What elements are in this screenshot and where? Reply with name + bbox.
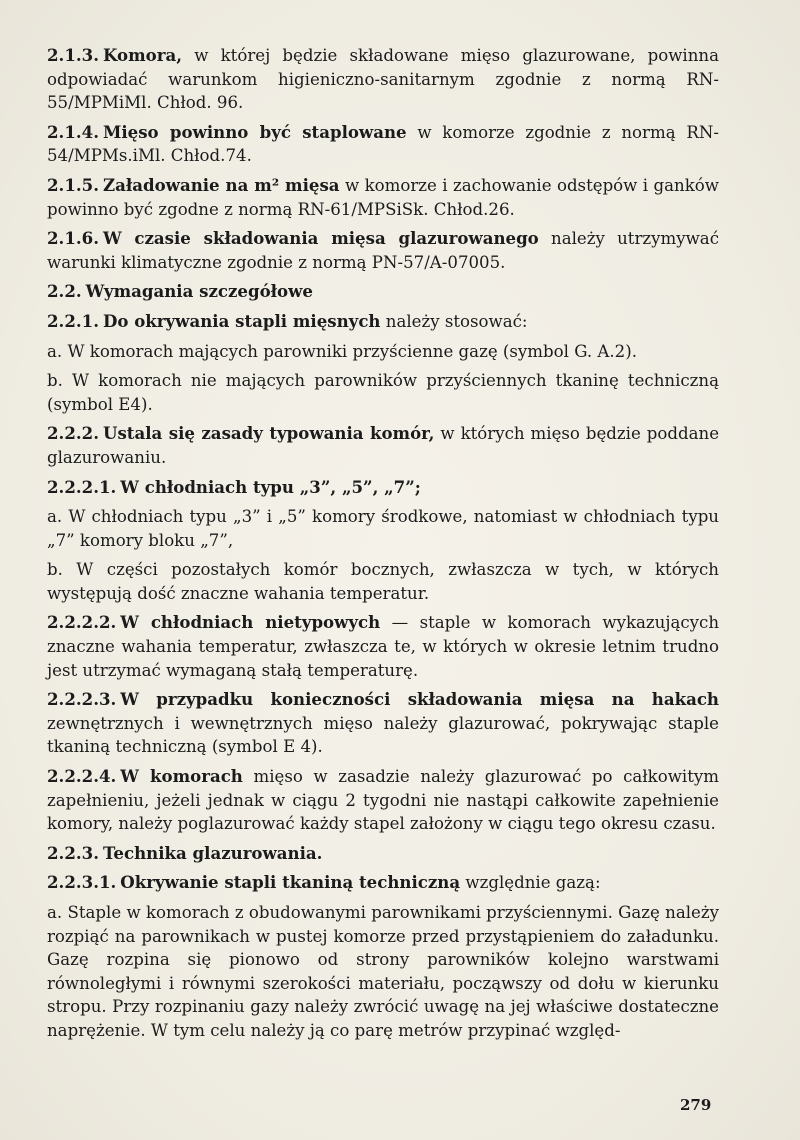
section-heading: W komorach xyxy=(120,766,243,787)
paragraph xyxy=(47,558,719,605)
section-number: 2.1.5. xyxy=(47,174,99,195)
section-number: 2.2.2.1. xyxy=(47,476,117,497)
paragraph-text: w której będzie składowane mięso glazurowane, powinna odpowiadać warunkom higieniczno-sanitarnym zgodnie z normą RN-55/MPMiMl. Chłod. 96. xyxy=(47,46,719,113)
section-heading: Załadowanie na m² mięsa xyxy=(102,174,340,195)
paragraph-text: w których mięso będzie poddane glazurowaniu. xyxy=(47,424,720,467)
section-number: 2.1.6. xyxy=(47,228,99,249)
section-number: 2.2.1. xyxy=(47,310,99,331)
paragraph xyxy=(47,121,719,168)
paragraph-text: należy utrzymywać warunki klimatyczne zgodnie z normą PN-57/A-07005. xyxy=(47,229,719,272)
paragraph-text: zewnętrznych i wewnętrznych mięso należy glazurować, pokrywając staple tkaniną techniczną (symbol E 4). xyxy=(47,713,719,757)
section-heading: Mięso powinno być staplowane xyxy=(102,121,407,142)
section-heading: Okrywanie stapli tkaniną techniczną xyxy=(120,872,461,893)
paragraph xyxy=(47,871,719,895)
paragraph xyxy=(47,611,719,682)
paragraph xyxy=(47,340,719,364)
paragraph xyxy=(47,280,719,304)
paragraph-text: a. W chłodniach typu „3” i „5” komory środkowe, natomiast w chłodniach typu „7” komory bloku „7”, xyxy=(47,507,719,550)
paragraph xyxy=(47,901,719,1043)
paragraph xyxy=(47,765,719,836)
section-number: 2.2.3.1. xyxy=(47,872,117,893)
section-number: 2.2.2.3. xyxy=(47,689,117,710)
paragraph xyxy=(47,369,719,416)
paragraph-text: mięso w zasadzie należy glazurować po całkowitym zapełnieniu, jeżeli jednak w ciągu 2 tygodni nie nastąpi całkowite zapełnienie komory, należy poglazurować każdy stapel założony w ciągu tego okresu czasu. xyxy=(47,767,719,834)
paragraph-text: a. Staple w komorach z obudowanymi parownikami przyściennymi. Gazę należy rozpiąć na parownikach w pustej komorze przed przystąpieniem do załadunku. Gazę rozpina się pionowo od strony parowników kolejno warstwami równoległymi i równymi szerokości materiału, począwszy od dołu w kierunku stropu. Przy rozpinaniu gazy należy zwrócić uwagę na jej właściwe dostateczne naprężenie. W tym celu należy ją co parę metrów przypinać względ- xyxy=(47,903,719,1040)
section-heading: W chłodniach nietypowych xyxy=(120,612,381,633)
section-heading: Ustala się zasady typowania komór, xyxy=(102,423,435,444)
paragraph xyxy=(47,422,719,469)
page-number: 279 xyxy=(680,1096,712,1114)
paragraph-text: w komorze i zachowanie odstępów i ganków powinno być zgodne z normą RN-61/MPSiSk. Chłod.26. xyxy=(47,175,719,219)
page-body xyxy=(47,44,719,1049)
paragraph xyxy=(47,310,719,334)
section-number: 2.2.3. xyxy=(47,842,99,863)
section-heading: Do okrywania stapli mięsnych xyxy=(102,310,381,331)
paragraph xyxy=(47,505,719,552)
paragraph-text: względnie gazą: xyxy=(460,873,601,893)
paragraph xyxy=(47,227,719,274)
paragraph-text: w komorze zgodnie z normą RN-54/MPMs.iMl. Chłod.74. xyxy=(47,122,719,166)
section-heading: W chłodniach typu „3”, „5”, „7”; xyxy=(120,476,421,497)
paragraph xyxy=(47,44,719,115)
section-heading: W czasie składowania mięsa glazurowanego xyxy=(102,228,539,249)
paragraph-text: b. W części pozostałych komór bocznych, zwłaszcza w tych, w których występują dość znaczne wahania temperatur. xyxy=(47,560,719,603)
section-number: 2.1.3. xyxy=(47,45,99,65)
paragraph-text: a. W komorach mających parowniki przyścienne gazę (symbol G. A.2). xyxy=(47,341,637,361)
paragraph xyxy=(47,174,719,221)
paragraph xyxy=(47,476,719,500)
section-number: 2.2.2. xyxy=(47,423,99,444)
section-heading: Technika glazurowania. xyxy=(102,842,323,863)
section-number: 2.2. xyxy=(47,281,82,302)
paragraph-text: należy stosować: xyxy=(380,311,528,331)
section-heading: Komora, xyxy=(102,45,183,65)
section-number: 2.2.2.2. xyxy=(47,612,117,633)
section-heading: W przypadku konieczności składowania mięsa na hakach xyxy=(120,689,719,710)
section-number: 2.2.2.4. xyxy=(47,766,117,787)
paragraph xyxy=(47,688,719,759)
section-number: 2.1.4. xyxy=(47,121,99,142)
section-heading: Wymagania szczegółowe xyxy=(85,281,313,302)
paragraph-text: b. W komorach nie mających parowników przyściennych tkaninę techniczną (symbol E4). xyxy=(47,371,719,414)
paragraph xyxy=(47,842,719,866)
paragraph-text: — staple w komorach wykazujących znaczne wahania temperatur, zwłaszcza te, w których w okresie letnim trudno jest utrzymać wymaganą stałą temperaturę. xyxy=(47,613,720,680)
